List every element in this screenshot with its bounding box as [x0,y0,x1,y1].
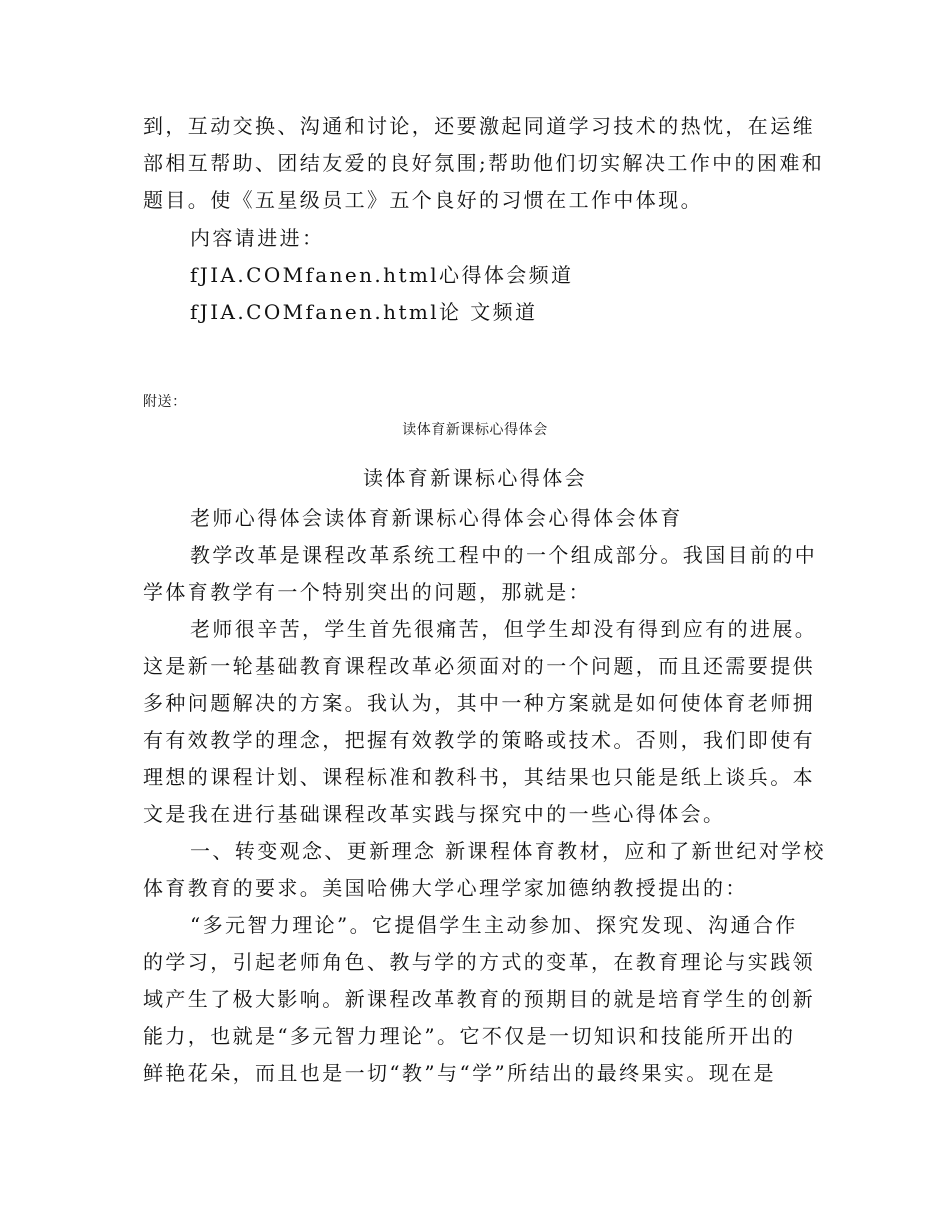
appendix-label: 附送： [143,394,187,410]
body-line: 教学改革是课程改革系统工程中的一个组成部分。我国目前的中 [190,543,818,567]
intro-line-2: 部相互帮助、团结友爱的良好氛围;帮助他们切实解决工作中的困难和 [143,151,825,175]
body-line: 老师很辛苦，学生首先很痛苦，但学生却没有得到应有的进展。 [190,617,818,641]
body-line: 鲜艳花朵，而且也是一切“教”与“学”所结出的最终果实。现在是 [143,1061,776,1085]
body-line: 理想的课程计划、课程标准和教科书，其结果也只能是纸上谈兵。本 [143,765,815,789]
article-title: 读体育新课标心得体会 [363,466,587,490]
body-line: 能力，也就是“多元智力理论”。它不仅是一切知识和技能所开出的 [143,1024,796,1048]
body-line: 的学习，引起老师角色、教与学的方式的变革，在教育理论与实践领 [143,950,815,974]
body-line: 这是新一轮基础教育课程改革必须面对的一个问题，而且还需要提供 [143,654,815,678]
body-line: 体育教育的要求。美国哈佛大学心理学家加德纳教授提出的： [143,876,748,900]
body-line: 域产生了极大影响。新课程改革教育的预期目的就是培育学生的创新 [143,987,815,1011]
intro-line-1: 到，互动交换、沟通和讨论，还要激起同道学习技术的热忱，在运维 [143,114,815,138]
link-paper-channel[interactable]: fJIA.COMfanen.html论 文频道 [190,300,538,324]
appendix-small-title: 读体育新课标心得体会 [402,422,548,438]
body-line: 学体育教学有一个特别突出的问题，那就是： [143,580,591,604]
body-line: 老师心得体会读体育新课标心得体会心得体会体育 [190,506,683,530]
link-experience-channel[interactable]: fJIA.COMfanen.html心得体会频道 [190,263,574,287]
body-line: 有有效教学的理念，把握有效教学的策略或技术。否则，我们即使有 [143,728,815,752]
body-line: 多种问题解决的方案。我认为，其中一种方案就是如何使体育老师拥 [143,691,815,715]
body-line: 文是我在进行基础课程改革实践与探究中的一些心得体会。 [143,802,726,826]
body-line: “多元智力理论”。它提倡学生主动参加、探究发现、沟通合作 [190,913,798,937]
intro-line-3: 题目。使《五星级员工》五个良好的习惯在工作中体现。 [143,188,703,212]
body-line: 一、转变观念、更新理念 新课程体育教材，应和了新世纪对学校 [190,839,826,863]
more-content-label: 内容请进进： [190,226,325,250]
